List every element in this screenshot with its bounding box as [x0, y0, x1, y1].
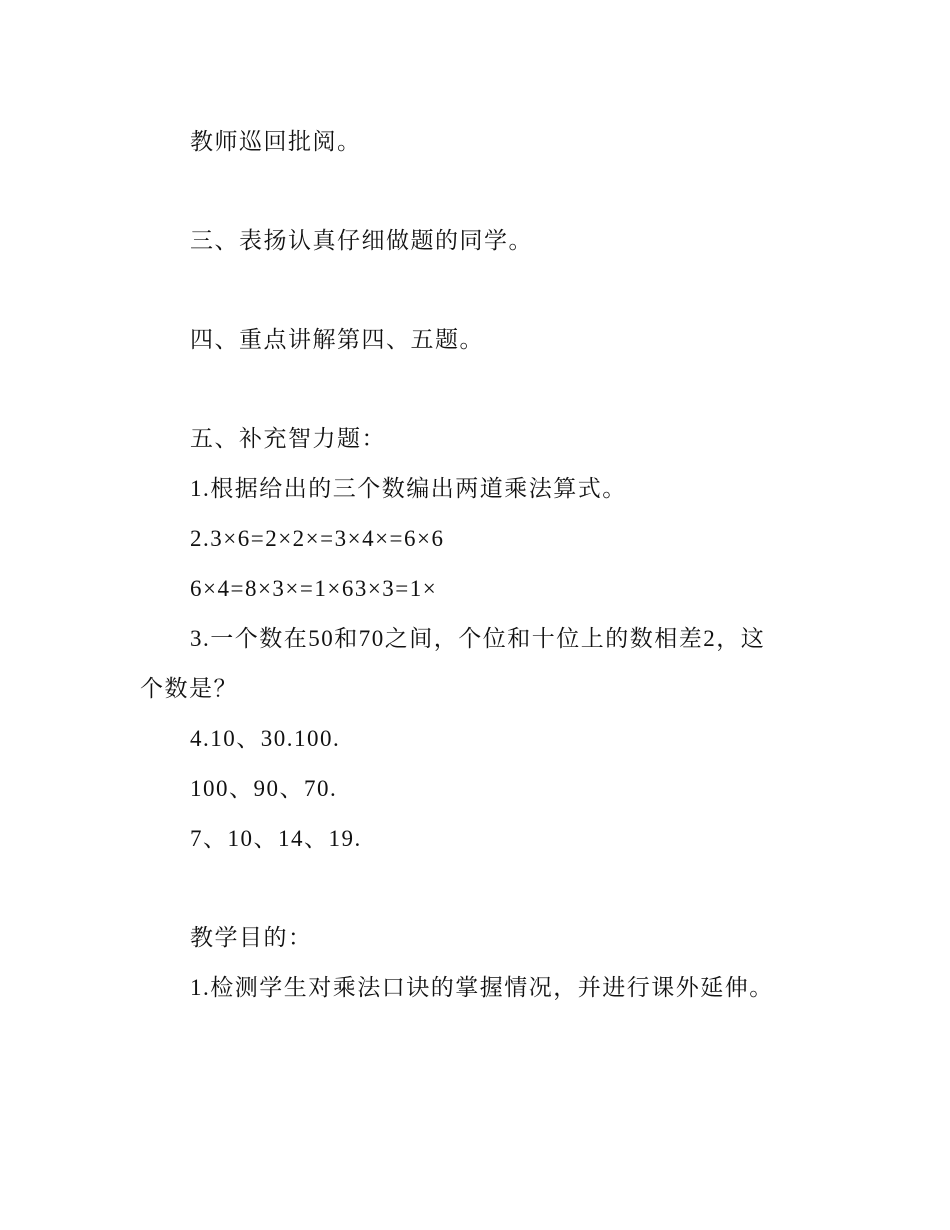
paragraph-sequence-3: 7、10、14、19.	[190, 826, 362, 851]
paragraph-item-1: 1.根据给出的三个数编出两道乘法算式。	[190, 476, 627, 501]
paragraph-item-3-line1: 3.一个数在50和70之间，个位和十位上的数相差2，这	[190, 626, 766, 651]
paragraph-item-4: 4.10、30.100.	[190, 726, 341, 751]
paragraph-section-five: 五、补充智力题：	[190, 426, 386, 451]
paragraph-teaching-goal: 教学目的：	[190, 925, 313, 950]
paragraph-section-three: 三、表扬认真仔细做题的同学。	[190, 228, 533, 253]
paragraph-goal-item-1: 1.检测学生对乘法口诀的掌握情况，并进行课外延伸。	[190, 975, 774, 1000]
paragraph-equation-line: 6×4=8×3×=1×63×3=1×	[190, 576, 438, 601]
paragraph-teacher-review: 教师巡回批阅。	[190, 129, 362, 154]
paragraph-section-four: 四、重点讲解第四、五题。	[190, 327, 484, 352]
paragraph-item-2: 2.3×6=2×2×=3×4×=6×6	[190, 526, 445, 551]
paragraph-sequence-2: 100、90、70.	[190, 776, 338, 801]
paragraph-item-3-line2: 个数是？	[140, 676, 238, 701]
